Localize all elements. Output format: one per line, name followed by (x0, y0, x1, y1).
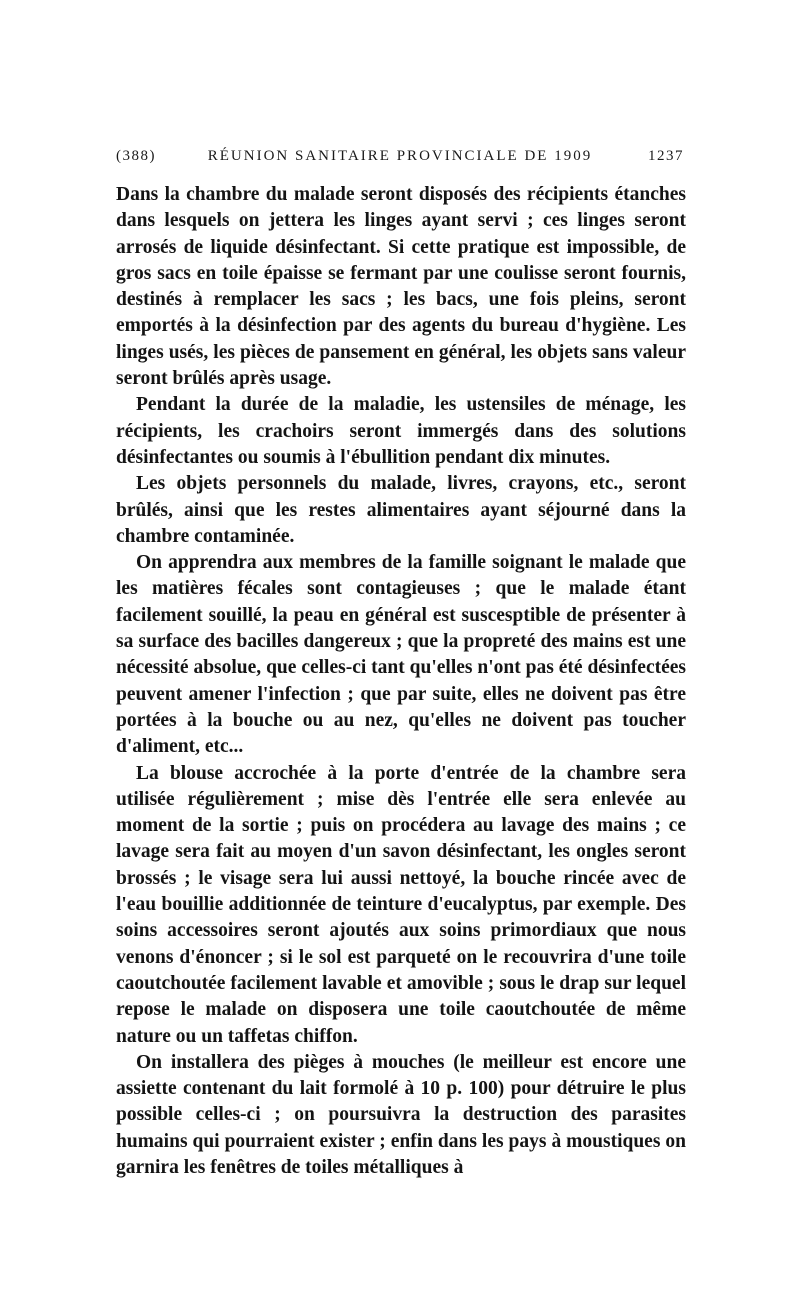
paragraph: La blouse accrochée à la porte d'entrée de la chambre sera utilisée régulièrement ; mise dès l'entrée elle sera enlevée au moment de la sortie ; puis on procédera au lavage des mains ; ce lavage sera fait au moyen d'un savon désinfectant, les ongles seront brossés ; le visage sera lui aussi nettoyé, la bouche rincée avec de l'eau bouillie additionnée de teinture d'eucalyptus, par exemple. Des soins accessoires seront ajoutés aux soins primordiaux que nous venons d'énoncer ; si le sol est parqueté on le recouvrira d'une toile caoutchoutée facilement lavable et amovible ; sous le drap sur lequel repose le malade on disposera une toile caoutchoutée de même nature ou un taffetas chiffon. (116, 762, 686, 1047)
header-page-ref: (388) (116, 148, 156, 164)
paragraph: Pendant la durée de la maladie, les ustensiles de ménage, les récipients, les crachoirs seront immergés dans des solutions désinfectantes ou soumis à l'ébullition pendant dix minutes. (116, 394, 686, 468)
running-header (116, 148, 684, 170)
header-title: RÉUNION SANITAIRE PROVINCIALE DE 1909 (207, 148, 593, 164)
page-number: 1237 (648, 148, 684, 164)
paragraph: On apprendra aux membres de la famille soignant le malade que les matières fécales sont contagieuses ; que le malade étant facilement souillé, la peau en général est suscesptible de présenter à sa surface des bacilles dangereux ; que la propreté des mains est une nécessité absolue, que celles-ci tant qu'elles n'ont pas été désinfectées peuvent amener l'infection ; que par suite, elles ne doivent pas être portées à la bouche ou au nez, qu'elles ne doivent pas toucher d'aliment, etc... (116, 552, 686, 758)
paragraph: Les objets personnels du malade, livres, crayons, etc., seront brûlés, ainsi que les restes alimentaires ayant séjourné dans la chambre contaminée. (116, 473, 686, 547)
body-text (116, 182, 686, 1181)
paragraph: On installera des pièges à mouches (le meilleur est encore une assiette contenant du lait formolé à 10 p. 100) pour détruire le plus possible celles-ci ; on poursuivra la destruction des parasites humains qui pourraient exister ; enfin dans les pays à moustiques on garnira les fenêtres de toiles métalliques à (116, 1051, 686, 1178)
paragraph: Dans la chambre du malade seront disposés des récipients étanches dans lesquels on jettera les linges ayant servi ; ces linges seront arrosés de liquide désinfectant. Si cette pratique est impossible, de gros sacs en toile épaisse se fermant par une coulisse seront fournis, destinés à remplacer les sacs ; les bacs, une fois pleins, seront emportés à la désinfection par des agents du bureau d'hygiène. Les linges usés, les pièces de pansement en général, les objets sans valeur seront brûlés après usage. (116, 184, 686, 390)
